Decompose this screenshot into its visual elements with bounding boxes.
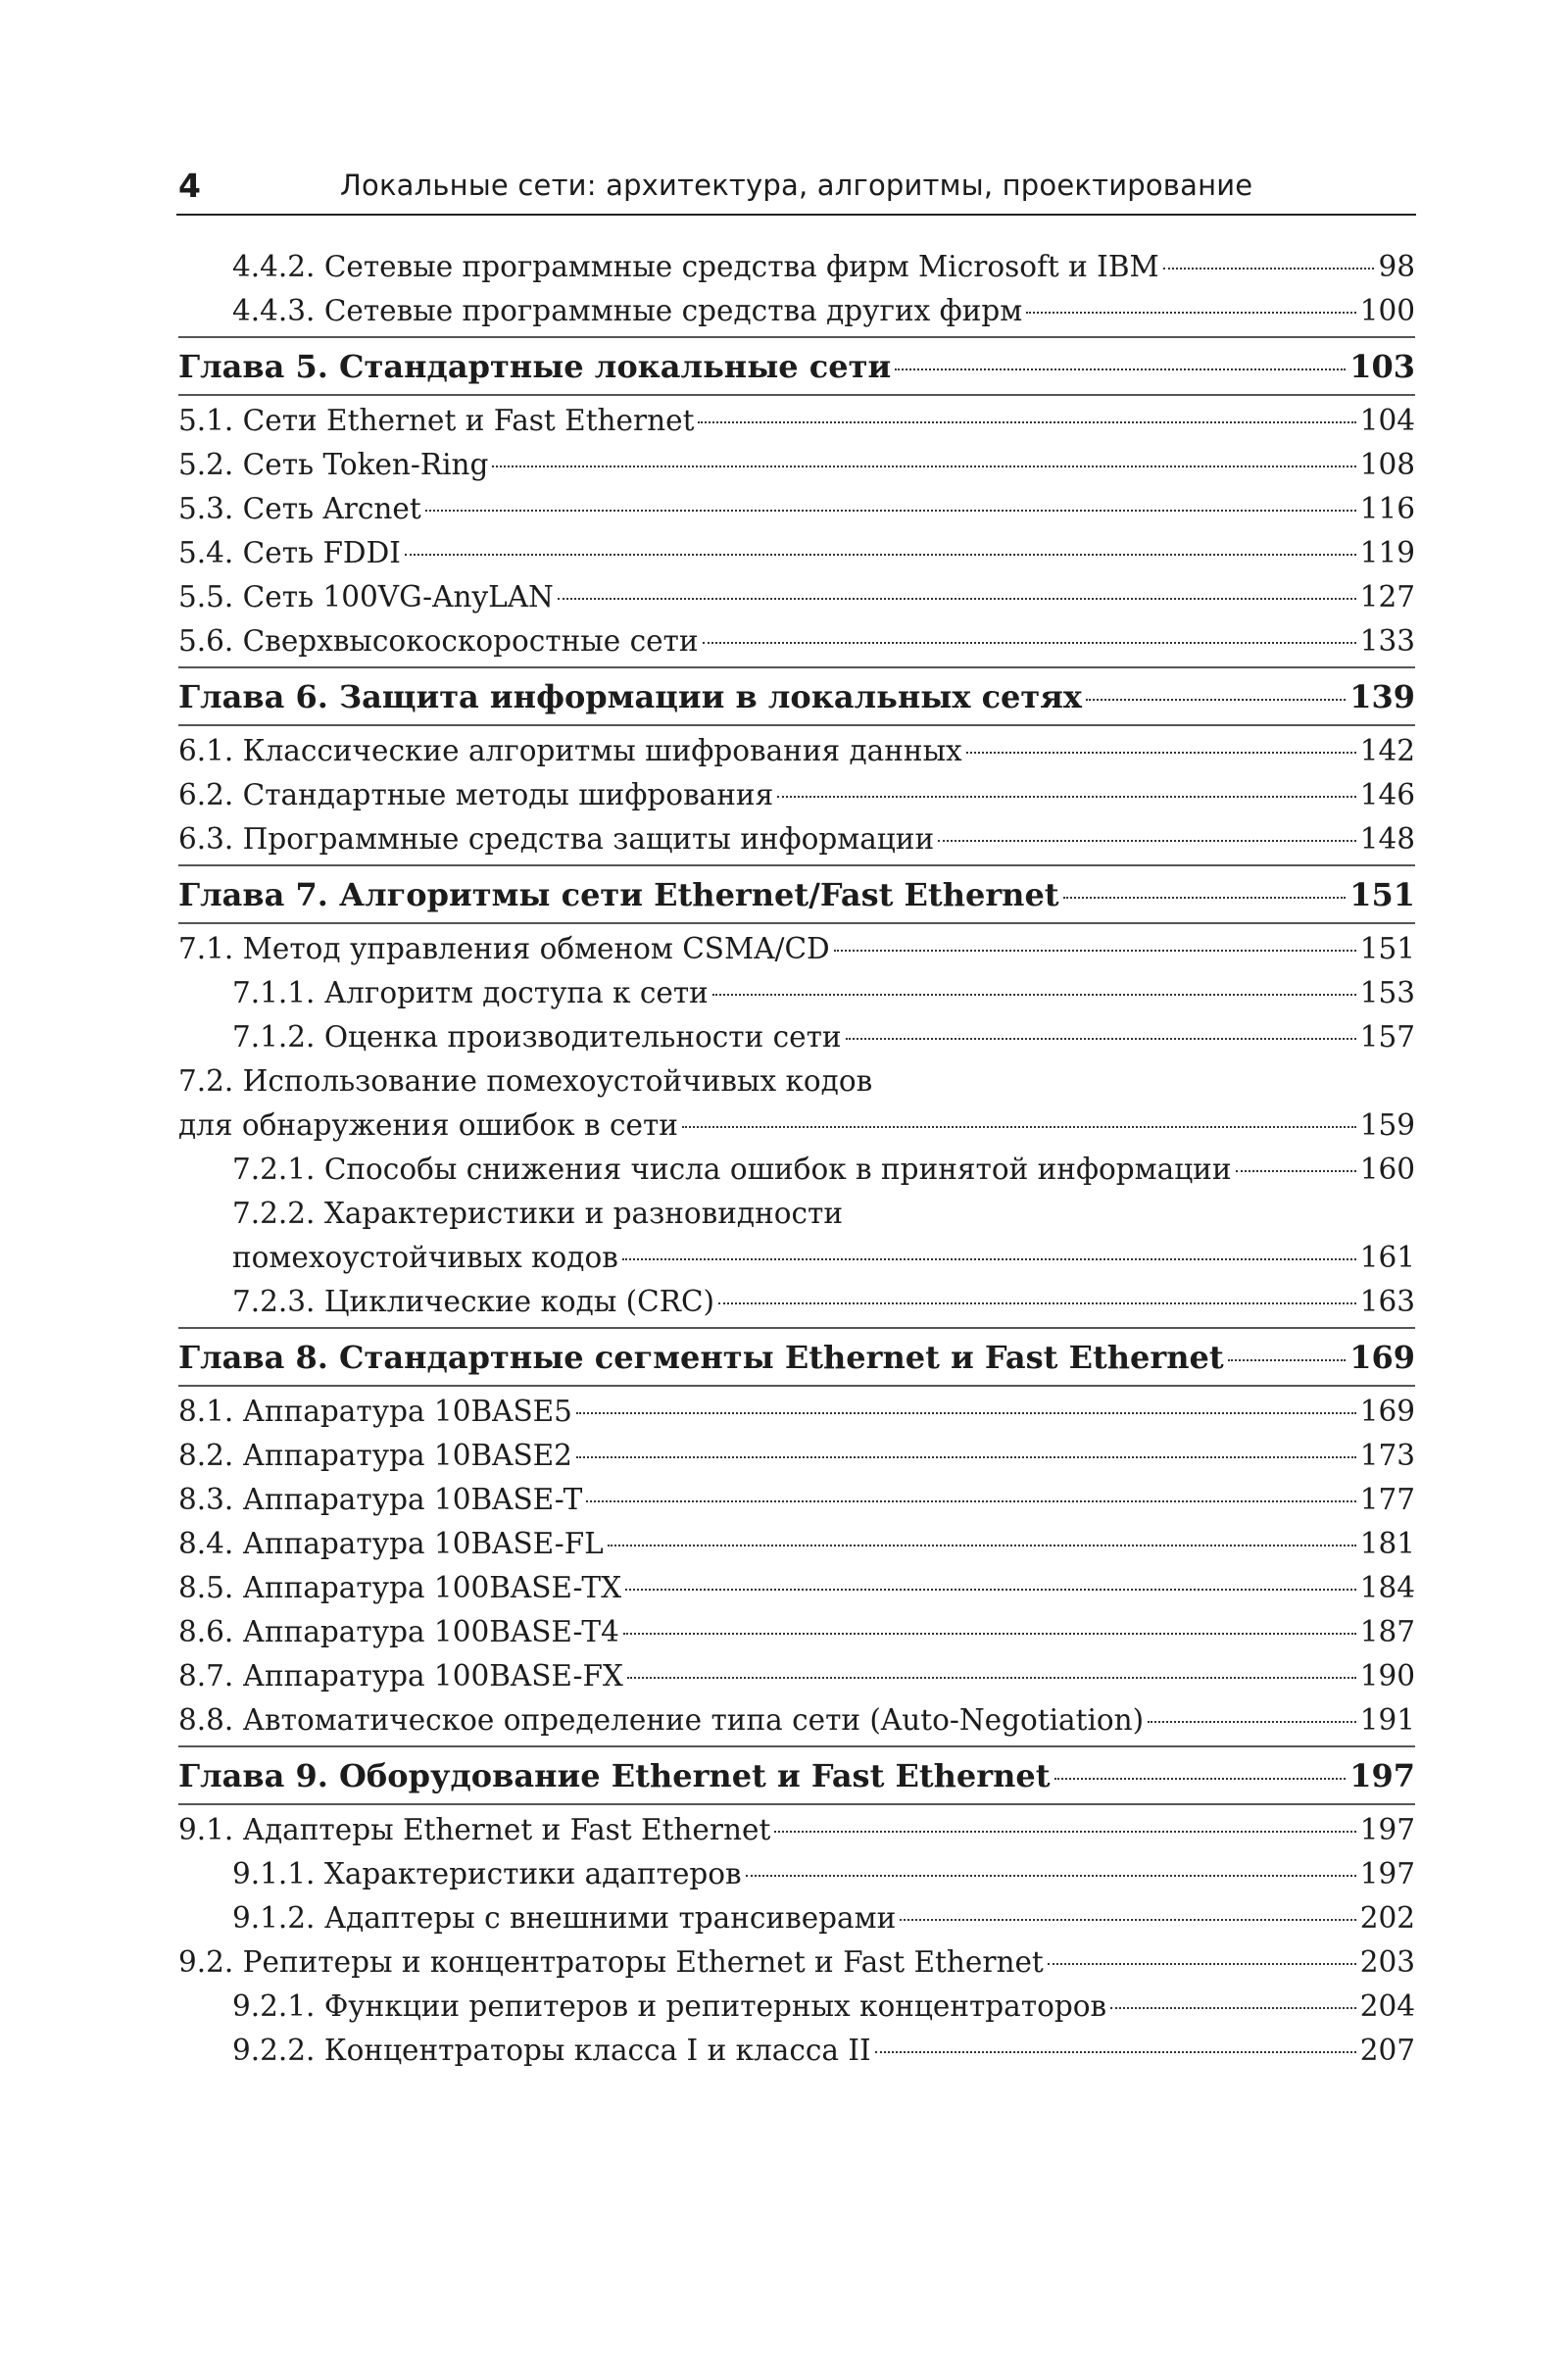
dot-leader	[576, 1412, 1356, 1414]
chapter-block	[178, 1745, 1415, 1805]
toc-entry-title: 7.1.1. Алгоритм доступа к сети	[232, 976, 709, 1009]
toc-entry[interactable]	[178, 971, 1415, 1015]
dot-leader	[895, 368, 1346, 370]
dot-leader	[627, 1677, 1356, 1679]
toc-entry-page: 119	[1359, 536, 1415, 569]
toc-entry-title: 9.1. Адаптеры Ethernet и Fast Ethernet	[178, 1813, 771, 1846]
toc-entry[interactable]	[178, 399, 1415, 443]
toc-entry[interactable]	[178, 1654, 1415, 1698]
dot-leader	[1086, 699, 1346, 701]
toc-entry-title: 8.1. Аппаратура 10BASE5	[178, 1395, 572, 1428]
toc-entry-title: Глава 5. Стандартные локальные сети	[178, 348, 892, 385]
chapter-block	[178, 666, 1415, 726]
toc-entry-page: 184	[1359, 1571, 1415, 1604]
toc-entry-title: 9.2.2. Концентраторы класса I и класса II	[232, 2034, 871, 2067]
toc-entry-title: 7.2.2. Характеристики и разновидности	[232, 1197, 844, 1230]
toc-entry-title: 8.4. Аппаратура 10BASE-FL	[178, 1527, 604, 1560]
toc-entry-page: 142	[1359, 734, 1415, 767]
dot-leader	[1048, 1963, 1356, 1965]
toc-entry-title: помехоустойчивых кодов	[232, 1241, 618, 1274]
toc-entry-page: 187	[1359, 1615, 1415, 1648]
toc-entry-title: 9.1.1. Характеристики адаптеров	[232, 1857, 742, 1890]
dot-leader	[1228, 1359, 1347, 1361]
toc-entry-title: 8.5. Аппаратура 100BASE-TX	[178, 1571, 622, 1604]
dot-leader	[623, 1633, 1356, 1635]
toc-entry[interactable]	[178, 531, 1415, 575]
toc-entry-title: 7.2.1. Способы снижения числа ошибок в принятой информации	[232, 1153, 1232, 1186]
dot-leader	[576, 1456, 1356, 1458]
toc-entry-title: 8.6. Аппаратура 100BASE-T4	[178, 1615, 619, 1648]
toc-entry[interactable]	[178, 1434, 1415, 1478]
toc-entry[interactable]	[178, 1522, 1415, 1566]
dot-leader	[586, 1500, 1355, 1502]
toc-entry-page: 161	[1359, 1241, 1415, 1274]
dot-leader	[746, 1875, 1356, 1877]
toc-entry-title: Глава 8. Стандартные сегменты Ethernet и Fast Ethernet	[178, 1339, 1224, 1376]
toc-entry-title: 4.4.3. Сетевые программные средства других фирм	[232, 294, 1023, 327]
toc-entry[interactable]	[178, 575, 1415, 619]
toc-entry[interactable]	[178, 1985, 1415, 2029]
dot-leader	[875, 2051, 1356, 2053]
toc-entry-page: 157	[1359, 1020, 1415, 1054]
toc-entry-title: 5.2. Сеть Token-Ring	[178, 448, 489, 481]
toc-entry-title: 5.1. Сети Ethernet и Fast Ethernet	[178, 404, 695, 437]
toc-entry-title: 6.2. Стандартные методы шифрования	[178, 778, 774, 811]
toc-entry[interactable]	[178, 1698, 1415, 1742]
dot-leader	[703, 642, 1356, 644]
toc-entry-title: Глава 9. Оборудование Ethernet и Fast Ethernet	[178, 1757, 1051, 1794]
toc-entry[interactable]	[178, 1192, 1415, 1236]
toc-entry[interactable]	[178, 1940, 1415, 1985]
toc-entry-page: 191	[1359, 1703, 1415, 1737]
toc-entry-page: 148	[1359, 822, 1415, 856]
toc-entry-page: 146	[1359, 778, 1415, 811]
toc-entry-title: 6.3. Программные средства защиты информации	[178, 822, 935, 856]
toc-entry-page: 202	[1359, 1901, 1415, 1935]
dot-leader	[1063, 897, 1347, 899]
dot-leader	[558, 598, 1356, 600]
toc-entry[interactable]	[178, 443, 1415, 487]
dot-leader	[1163, 268, 1375, 270]
toc-entry[interactable]	[178, 1148, 1415, 1192]
toc-entry[interactable]	[178, 1104, 1415, 1148]
toc-entry[interactable]	[178, 1610, 1415, 1654]
toc-entry-page: 108	[1359, 448, 1415, 481]
toc-entry-title: 7.2.3. Циклические коды (CRC)	[232, 1285, 715, 1318]
dot-leader	[834, 950, 1356, 952]
toc-entry-page: 207	[1359, 2034, 1415, 2067]
toc-entry-page: 104	[1359, 404, 1415, 437]
toc-entry-page: 197	[1359, 1857, 1415, 1890]
toc-entry[interactable]	[178, 817, 1415, 861]
toc-entry-page: 177	[1359, 1483, 1415, 1516]
toc-entry-page: 197	[1359, 1813, 1415, 1846]
toc-entry-title: 5.3. Сеть Arcnet	[178, 492, 421, 525]
toc-entry-page: 169	[1359, 1395, 1415, 1428]
toc-entry-title: для обнаружения ошибок в сети	[178, 1108, 678, 1142]
toc-entry[interactable]	[178, 1280, 1415, 1324]
toc-entry-page: 98	[1378, 250, 1415, 283]
dot-leader	[1148, 1721, 1356, 1723]
dot-leader	[682, 1126, 1356, 1128]
toc-entry[interactable]	[178, 1059, 1415, 1104]
toc-entry[interactable]	[178, 2029, 1415, 2073]
toc-entry-page: 173	[1359, 1439, 1415, 1472]
toc-entry[interactable]	[178, 1852, 1415, 1896]
dot-leader	[625, 1589, 1356, 1591]
toc-entry-page: 127	[1359, 580, 1415, 614]
chapter-block	[178, 336, 1415, 396]
toc-entry[interactable]	[178, 1478, 1415, 1522]
toc-entry-page: 151	[1349, 876, 1415, 913]
dot-leader	[1110, 2007, 1356, 2009]
toc-entry[interactable]	[178, 729, 1415, 773]
dot-leader	[846, 1038, 1356, 1040]
toc-entry-title: 5.5. Сеть 100VG-AnyLAN	[178, 580, 554, 614]
toc-entry-page: 160	[1359, 1153, 1415, 1186]
dot-leader	[405, 554, 1356, 556]
toc-entry[interactable]	[178, 773, 1415, 817]
toc-entry-title: 9.2. Репитеры и концентраторы Ethernet и Fast Ethernet	[178, 1945, 1044, 1979]
dot-leader	[1236, 1170, 1356, 1172]
chapter-block	[178, 1327, 1415, 1387]
toc-entry-page: 190	[1359, 1659, 1415, 1693]
chapter-block	[178, 864, 1415, 924]
toc-entry-page: 203	[1359, 1945, 1415, 1979]
toc-chapter-entry[interactable]	[178, 1749, 1415, 1803]
toc-entry[interactable]	[178, 1896, 1415, 1940]
toc-entry-page: 153	[1359, 976, 1415, 1009]
page-header	[176, 155, 1416, 216]
toc-chapter-entry[interactable]	[178, 868, 1415, 922]
toc-entry-page: 151	[1359, 932, 1415, 965]
toc-entry-title: 4.4.2. Сетевые программные средства фирм Microsoft и IBM	[232, 250, 1159, 283]
toc-entry-page: 204	[1359, 1989, 1415, 2023]
toc-entry-title: 5.4. Сеть FDDI	[178, 536, 401, 569]
toc-entry-page: 163	[1359, 1285, 1415, 1318]
table-of-contents	[178, 245, 1415, 2073]
toc-entry-title: 5.6. Сверхвысокоскоростные сети	[178, 624, 699, 658]
toc-entry-title: 7.2. Использование помехоустойчивых кодов	[178, 1064, 873, 1098]
dot-leader	[1054, 1778, 1347, 1780]
toc-chapter-entry[interactable]	[178, 340, 1415, 394]
toc-entry-page: 116	[1359, 492, 1415, 525]
toc-entry-page: 139	[1349, 678, 1415, 715]
toc-entry[interactable]	[178, 927, 1415, 971]
running-title: Локальные сети: архитектура, алгоритмы, проектирование	[340, 169, 1253, 202]
dot-leader	[774, 1831, 1355, 1833]
toc-chapter-entry[interactable]	[178, 670, 1415, 724]
toc-entry-page: 197	[1349, 1757, 1415, 1794]
toc-chapter-entry[interactable]	[178, 1331, 1415, 1385]
toc-entry[interactable]	[178, 289, 1415, 333]
toc-entry-title: 7.1.2. Оценка производительности сети	[232, 1020, 842, 1054]
toc-entry[interactable]	[178, 1390, 1415, 1434]
toc-entry-title: 8.3. Аппаратура 10BASE-T	[178, 1483, 583, 1516]
dot-leader	[492, 466, 1355, 467]
toc-entry-title: 8.7. Аппаратура 100BASE-FX	[178, 1659, 623, 1693]
dot-leader	[698, 421, 1355, 423]
dot-leader	[608, 1545, 1356, 1546]
toc-entry-page: 100	[1359, 294, 1415, 327]
toc-entry[interactable]	[178, 1015, 1415, 1059]
toc-entry-page: 169	[1349, 1339, 1415, 1376]
toc-entry-title: Глава 7. Алгоритмы сети Ethernet/Fast Ethernet	[178, 876, 1059, 913]
toc-entry-title: Глава 6. Защита информации в локальных сетях	[178, 678, 1082, 715]
toc-entry[interactable]	[178, 245, 1415, 289]
dot-leader	[712, 994, 1356, 996]
toc-entry[interactable]	[178, 1808, 1415, 1852]
dot-leader	[622, 1258, 1356, 1260]
toc-entry[interactable]	[178, 1566, 1415, 1610]
toc-entry[interactable]	[178, 1236, 1415, 1280]
toc-entry-title: 9.2.1. Функции репитеров и репитерных концентраторов	[232, 1989, 1107, 2023]
dot-leader	[718, 1302, 1356, 1304]
page-number: 4	[178, 167, 201, 205]
toc-entry-page: 103	[1349, 348, 1415, 385]
dot-leader	[1026, 312, 1355, 314]
toc-entry-page: 181	[1359, 1527, 1415, 1560]
dot-leader	[966, 752, 1356, 754]
toc-entry[interactable]	[178, 487, 1415, 531]
dot-leader	[425, 510, 1356, 512]
dot-leader	[900, 1919, 1355, 1921]
toc-entry-title: 8.2. Аппаратура 10BASE2	[178, 1439, 572, 1472]
toc-entry-title: 6.1. Классические алгоритмы шифрования данных	[178, 734, 962, 767]
toc-entry[interactable]	[178, 619, 1415, 663]
dot-leader	[938, 840, 1356, 842]
toc-entry-page: 159	[1359, 1108, 1415, 1142]
toc-entry-title: 7.1. Метод управления обменом CSMA/CD	[178, 932, 830, 965]
toc-entry-page: 133	[1359, 624, 1415, 658]
toc-entry-title: 9.1.2. Адаптеры с внешними трансиверами	[232, 1901, 897, 1935]
dot-leader	[777, 796, 1355, 798]
toc-entry-title: 8.8. Автоматическое определение типа сети (Auto-Negotiation)	[178, 1703, 1145, 1737]
